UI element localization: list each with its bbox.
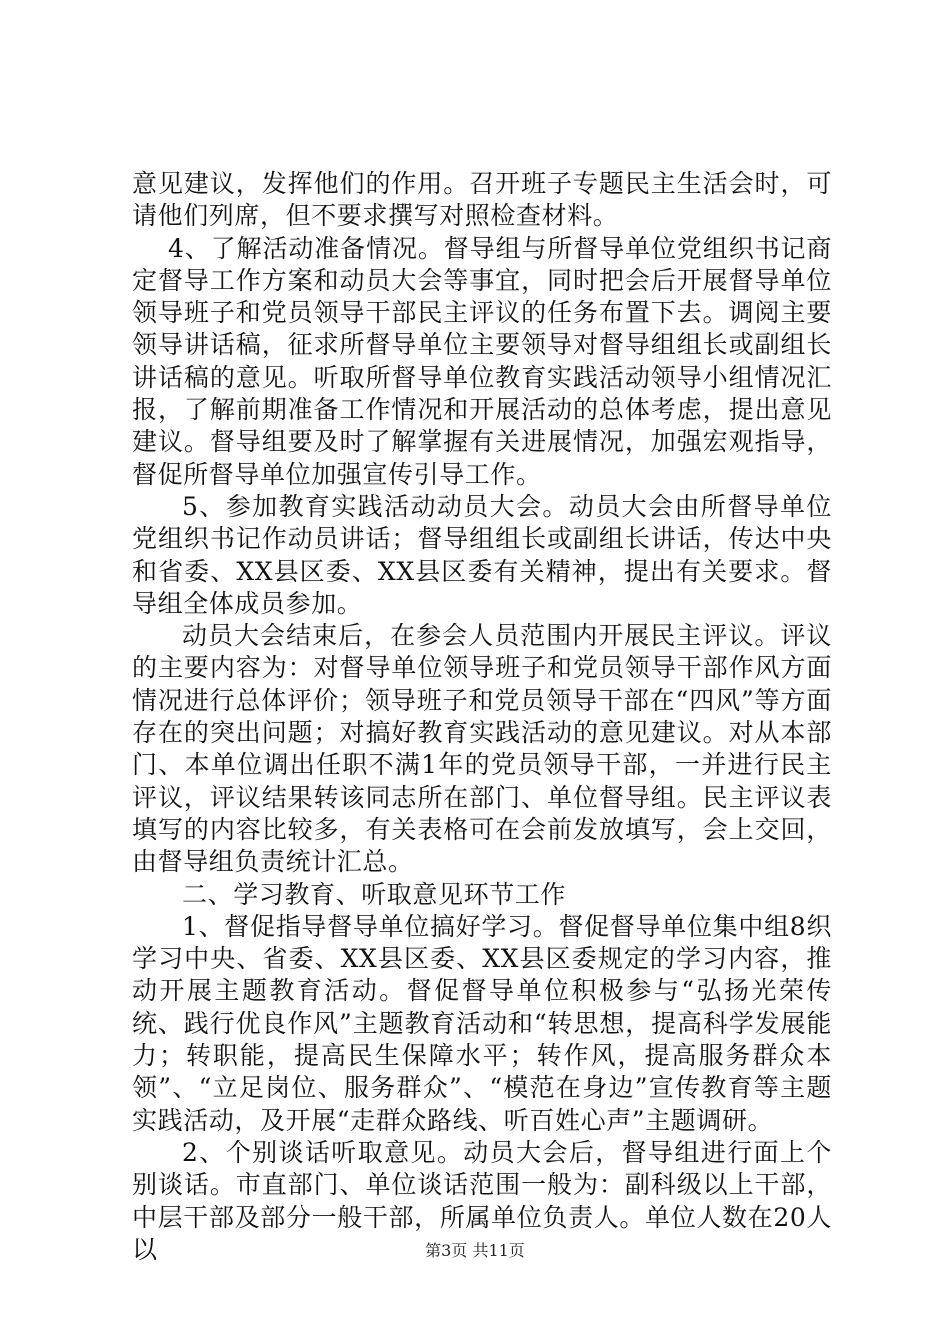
paragraph-6: 2、个别谈话听取意见。动员大会后，督导组进行面上个别谈话。市直部门、单位谈话范围一般为：副科级以上干部，中层干部及部分一般干部，所属单位负责人。单位人数在20人以 xyxy=(132,1137,832,1264)
paragraph-2: 4、了解活动准备情况。督导组与所督导单位党组织书记商定督导工作方案和动员大会等事宜，同时把会后开展督导单位领导班子和党员领导干部民主评议的任务布置下去。调阅主要领导讲话稿，征求所督导单位主要领导对督导组组长或副组长讲话稿的意见。听取所督导单位教育实践活动领导小组情况汇报，了解前期准备工作情况和开展活动的总体考虑，提出意见建议。督导组要及时了解掌握有关进展情况，加强宏观指导，督促所督导单位加强宣传引导工作。 xyxy=(132,233,832,489)
paragraph-5: 1、督促指导督导单位搞好学习。督促督导单位集中组8织学习中央、省委、XX县区委、XX县区委规定的学习内容，推动开展主题教育活动。督促督导单位积极参与“弘扬光荣传统、践行优良作风”主题教育活动和“转思想，提高科学发展能力；转职能，提高民生保障水平；转作风，提高服务群众本领”、“立足岗位、服务群众”、“模范在身边”宣传教育等主题实践活动，及开展“走群众路线、听百姓心声”主题调研。 xyxy=(132,911,832,1135)
paragraph-1: 意见建议，发挥他们的作用。召开班子专题民主生活会时，可请他们列席，但不要求撰写对照检查材料。 xyxy=(132,169,832,231)
document-body xyxy=(132,168,832,1266)
page-footer: 第3页 共11页 xyxy=(425,1241,525,1260)
section-heading: 二、学习教育、听取意见环节工作 xyxy=(182,879,567,909)
paragraph-3: 5、参加教育实践活动动员大会。动员大会由所督导单位党组织书记作动员讲话；督导组组长或副组长讲话，传达中央和省委、XX县区委、XX县区委有关精神，提出有关要求。督导组全体成员参加。 xyxy=(132,491,832,618)
paragraph-4: 动员大会结束后，在参会人员范围内开展民主评议。评议的主要内容为：对督导单位领导班子和党员领导干部作风方面情况进行总体评价；领导班子和党员领导干部在“四风”等方面存在的突出问题；对搞好教育实践活动的意见建议。对从本部门、本单位调出任职不满1年的党员领导干部，一并进行民主评议，评议结果转该同志所在部门、单位督导组。民主评议表填写的内容比较多，有关表格可在会前发放填写，会上交回，由督导组负责统计汇总。 xyxy=(132,621,832,877)
